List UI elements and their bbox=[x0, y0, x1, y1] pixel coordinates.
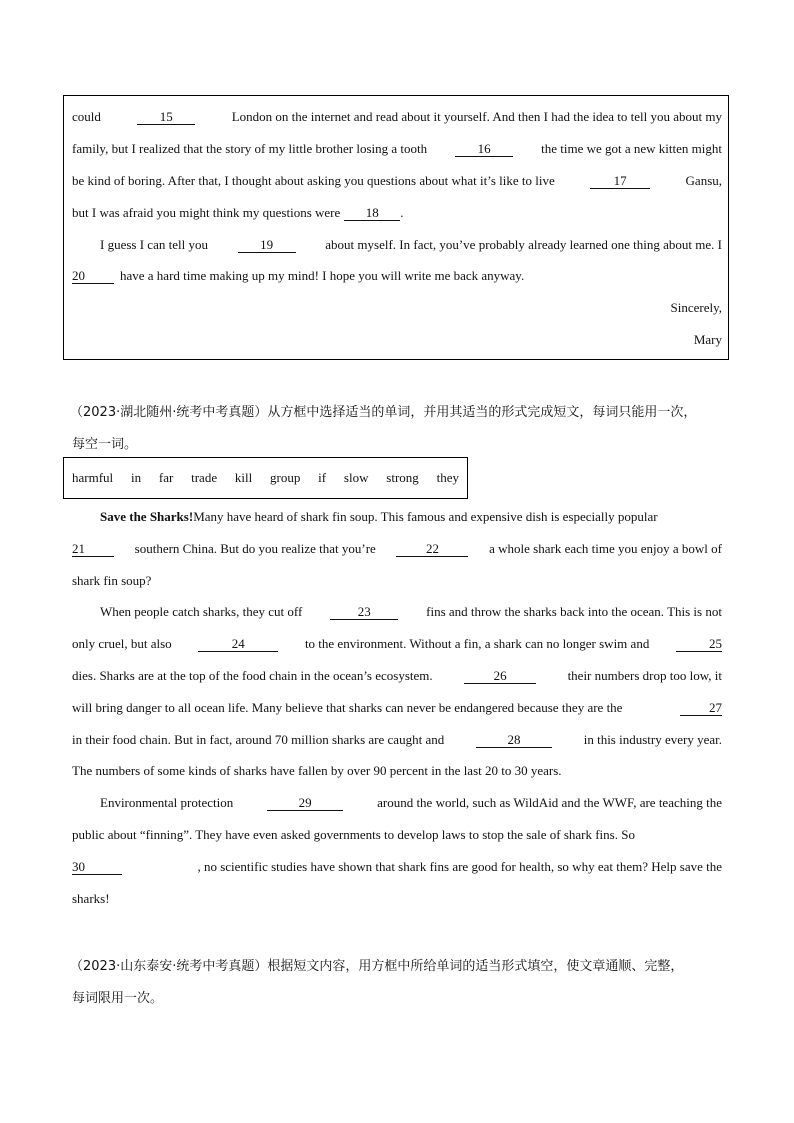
blank-25[interactable]: 25 bbox=[676, 637, 722, 652]
passage-line: sharks! bbox=[72, 891, 110, 906]
passage-line: dies. Sharks are at the top of the food chain in the ocean’s ecosystem. 26 their numbers drop too low, it bbox=[72, 668, 722, 683]
passage-line: but I was afraid you might think my questions were 18 . bbox=[72, 205, 404, 220]
passage-line: public about “finning”. They have even asked governments to develop laws to stop the sale of shark fins. So bbox=[72, 827, 635, 842]
passage-line: will bring danger to all ocean life. Many believe that sharks can never be endangered because they are the 27 bbox=[72, 700, 722, 715]
question-instruction: 每空一词。 bbox=[72, 437, 138, 452]
blank-26[interactable]: 26 bbox=[464, 669, 536, 684]
passage-line: When people catch sharks, they cut off 23 fins and throw the sharks back into the ocean. This is not bbox=[100, 604, 722, 619]
question-instruction: 每词限用一次。 bbox=[72, 991, 164, 1006]
passage-line: family, but I realized that the story of my little brother losing a tooth 16 the time we got a new kitten might bbox=[72, 141, 722, 156]
question-instruction: （2023·山东泰安·统考中考真题）根据短文内容，用方框中所给单词的适当形式填空，使文章通顺、完整， bbox=[70, 959, 684, 974]
blank-20[interactable]: 20 bbox=[72, 269, 114, 284]
passage-line: 21 southern China. But do you realize that you’re 22 a whole shark each time you enjoy a bowl of bbox=[72, 541, 722, 556]
passage-line: Save the Sharks!Many have heard of shark fin soup. This famous and expensive dish is especially popular bbox=[100, 509, 658, 524]
blank-18[interactable]: 18 bbox=[344, 206, 400, 221]
blank-19[interactable]: 19 bbox=[238, 238, 296, 253]
word-option: in bbox=[130, 470, 142, 485]
word-option: if bbox=[318, 470, 327, 485]
blank-30[interactable]: 30 bbox=[72, 860, 122, 875]
passage-title: Save the Sharks! bbox=[100, 509, 194, 524]
blank-17[interactable]: 17 bbox=[590, 174, 650, 189]
passage-line: in their food chain. But in fact, around 70 million sharks are caught and 28 in this industry every year. bbox=[72, 732, 722, 747]
word-box bbox=[63, 457, 468, 499]
blank-22[interactable]: 22 bbox=[396, 542, 468, 557]
passage-line: The numbers of some kinds of sharks have fallen by over 90 percent in the last 20 to 30 years. bbox=[72, 763, 562, 778]
word-option: group bbox=[270, 470, 301, 485]
blank-27[interactable]: 27 bbox=[680, 701, 722, 716]
word-option: strong bbox=[386, 470, 419, 485]
word-option: kill bbox=[234, 470, 253, 485]
word-option: they bbox=[436, 470, 459, 485]
word-option: slow bbox=[343, 470, 369, 485]
passage-line: could 15 London on the internet and read about it yourself. And then I had the idea to tell you about my bbox=[72, 109, 722, 124]
word-option: trade bbox=[191, 470, 218, 485]
blank-15[interactable]: 15 bbox=[137, 110, 195, 125]
passage-line: I guess I can tell you 19 about myself. In fact, you’ve probably already learned one thing about me. I bbox=[100, 237, 722, 252]
passage-line: be kind of boring. After that, I thought about asking you questions about what it’s like to live 17 Gansu, bbox=[72, 173, 722, 188]
blank-29[interactable]: 29 bbox=[267, 796, 343, 811]
blank-21[interactable]: 21 bbox=[72, 542, 114, 557]
passage-line: only cruel, but also 24 to the environment. Without a fin, a shark can no longer swim and 25 bbox=[72, 636, 722, 651]
blank-24[interactable]: 24 bbox=[198, 637, 278, 652]
signature: Mary bbox=[693, 332, 722, 347]
question-instruction: （2023·湖北随州·统考中考真题）从方框中选择适当的单词，并用其适当的形式完成短文，每词只能用一次， bbox=[70, 405, 697, 420]
passage-line: Environmental protection 29 around the world, such as WildAid and the WWF, are teaching the bbox=[100, 795, 722, 810]
blank-23[interactable]: 23 bbox=[330, 605, 398, 620]
passage-line: shark fin soup? bbox=[72, 573, 152, 588]
blank-16[interactable]: 16 bbox=[455, 142, 513, 157]
closing: Sincerely, bbox=[670, 300, 722, 315]
blank-28[interactable]: 28 bbox=[476, 733, 552, 748]
passage-line: 30 , no scientific studies have shown that shark fins are good for health, so why eat them? Help save the bbox=[72, 859, 722, 874]
passage-box bbox=[63, 95, 729, 360]
word-option: harmful bbox=[72, 470, 114, 485]
passage-line: 20 have a hard time making up my mind! I hope you will write me back anyway. bbox=[72, 268, 525, 283]
word-option: far bbox=[158, 470, 174, 485]
